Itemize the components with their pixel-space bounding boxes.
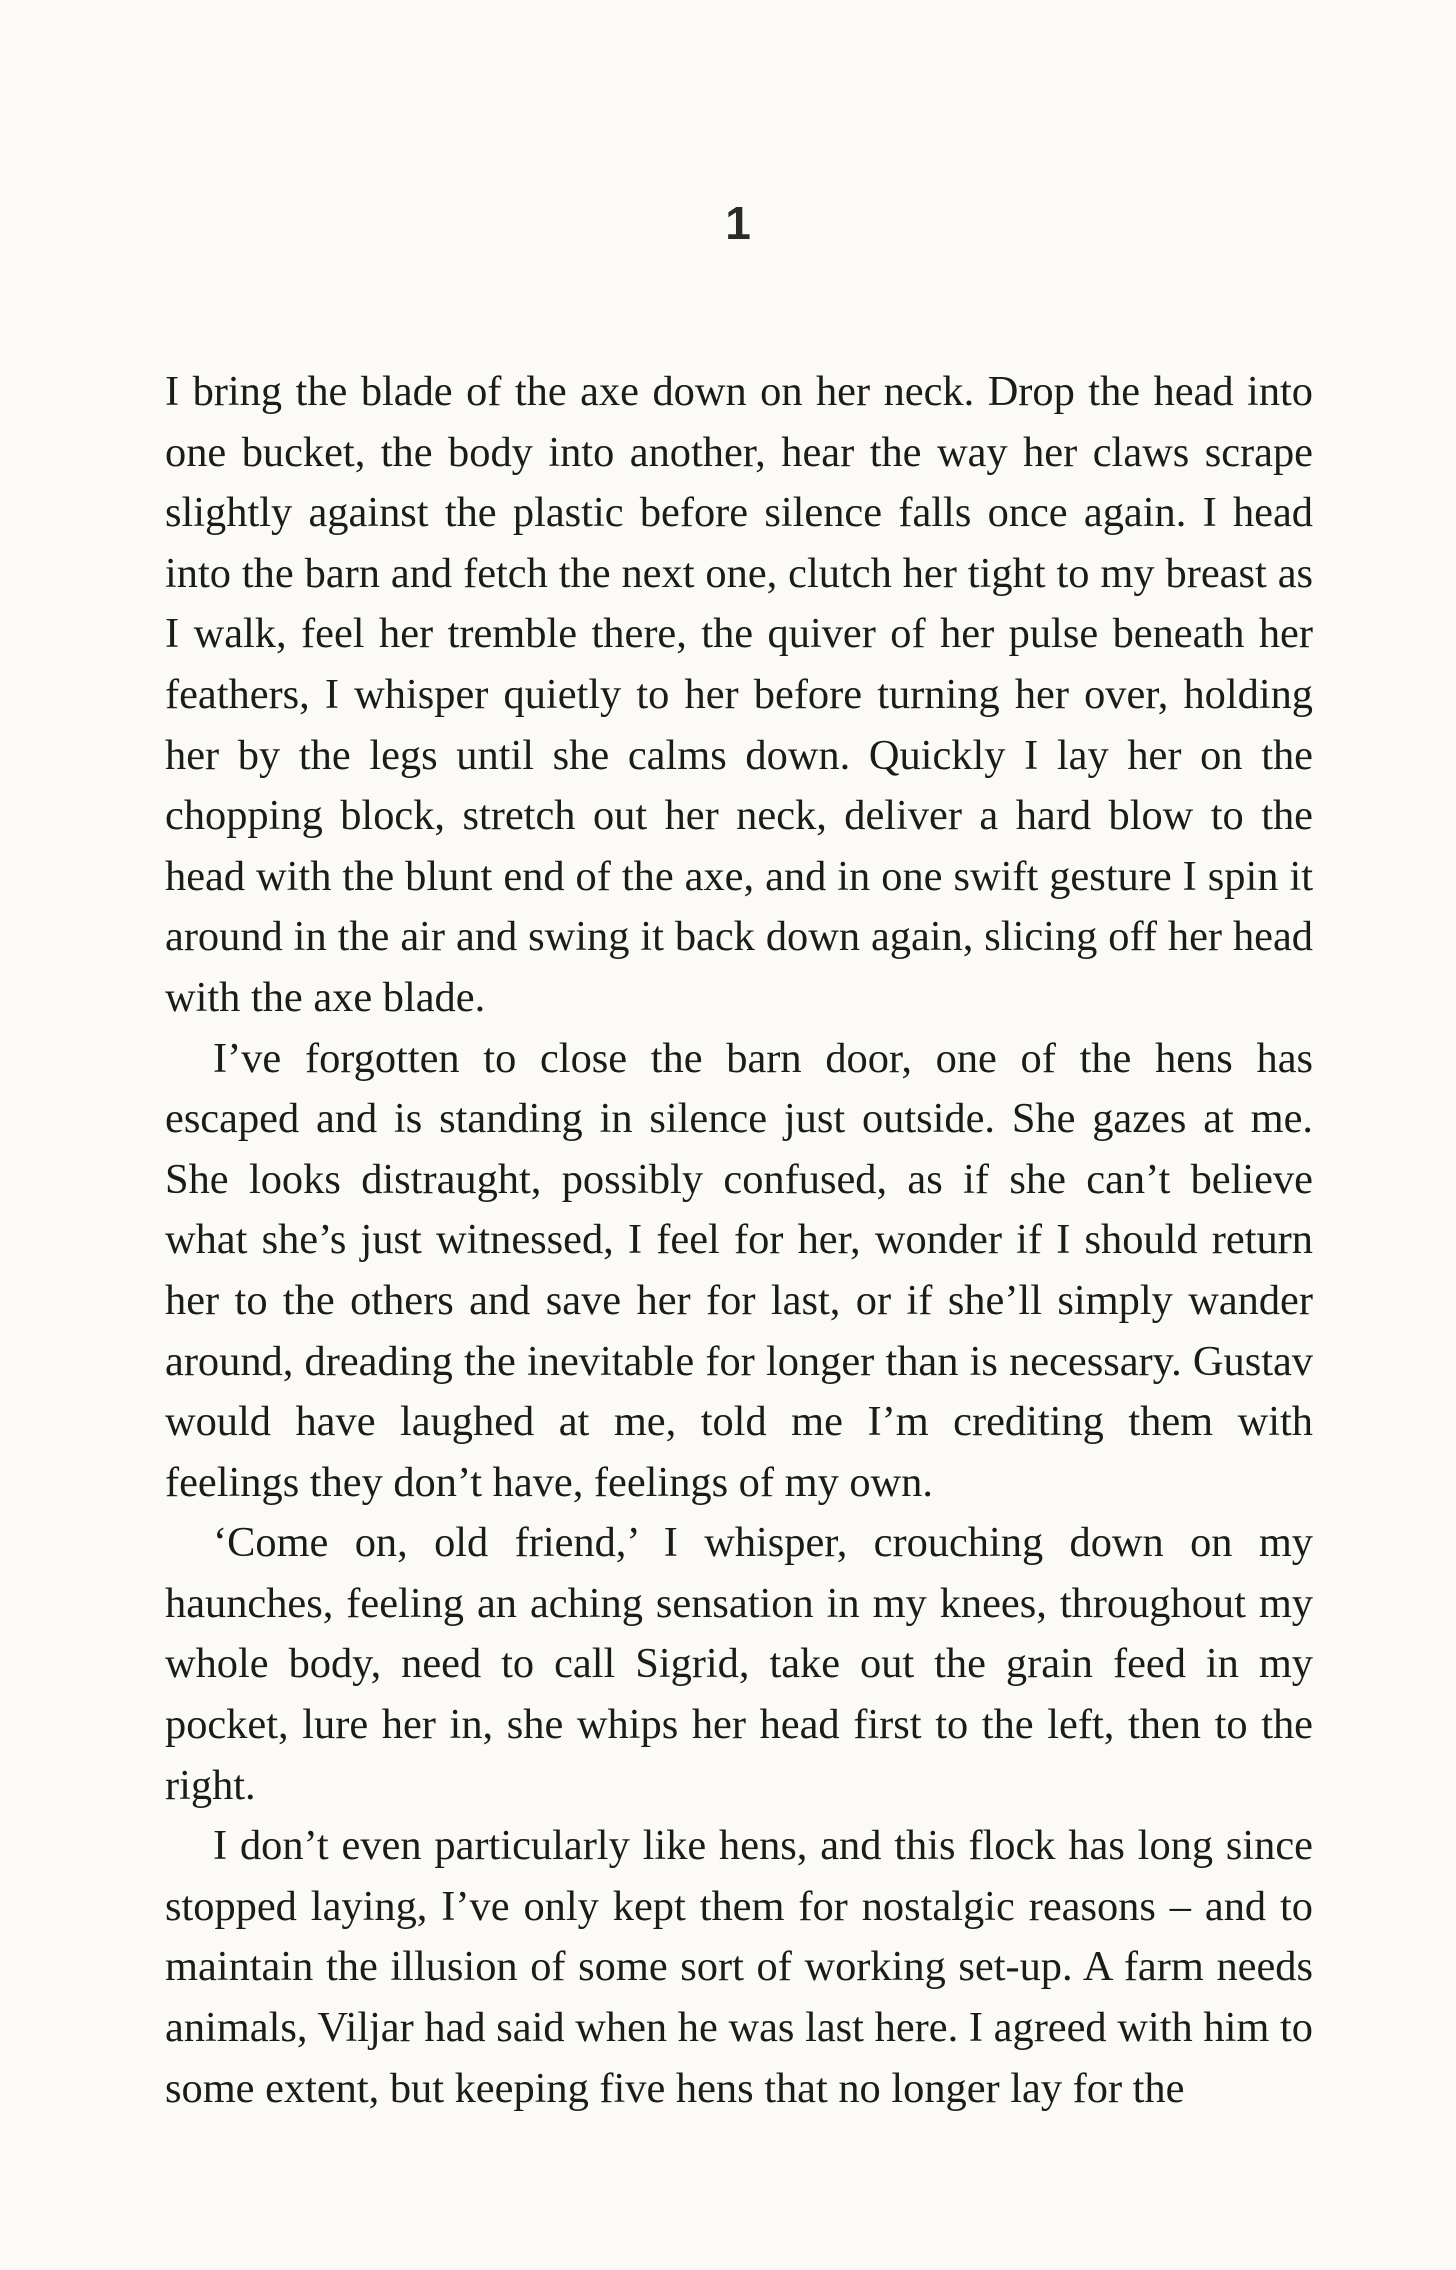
paragraph: I don’t even particularly like hens, and this flock has long since stopped laying, I’ve only kept them for nostalgic reasons – and to maintain the illusion of some sort of working set-up. A farm needs animals, Viljar had said when he was last here. I agreed with him to some extent, but keeping five hens that no longer lay for the <box>165 1822 1313 2112</box>
body-text <box>165 362 1313 2119</box>
chapter-number: 1 <box>725 197 751 249</box>
paragraph: I’ve forgotten to close the barn door, one of the hens has escaped and is standing in silence just outside. She gazes at me. She looks distraught, possibly confused, as if she can’t believe what she’s just witnessed, I feel for her, wonder if I should return her to the others and save her for last, or if she’ll simply wander around, dreading the inevitable for longer than is necessary. Gustav would have laughed at me, told me I’m crediting them with feelings they don’t have, feelings of my own. <box>165 1034 1313 1506</box>
paragraph: I bring the blade of the axe down on her neck. Drop the head into one bucket, the body into another, hear the way her claws scrape slightly against the plastic before silence falls once again. I head into the barn and fetch the next one, clutch her tight to my breast as I walk, feel her tremble there, the quiver of her pulse beneath her feathers, I whisper quietly to her before turning her over, holding her by the legs until she calms down. Quickly I lay her on the chopping block, stretch out her neck, deliver a hard blow to the head with the blunt end of the axe, and in one swift gesture I spin it around in the air and swing it back down again, slicing off her head with the axe blade. <box>165 368 1313 1021</box>
paragraph: ‘Come on, old friend,’ I whisper, crouching down on my haunches, feeling an aching sensation in my knees, throughout my whole body, need to call Sigrid, take out the grain feed in my pocket, lure her in, she whips her head first to the left, then to the right. <box>165 1519 1313 1809</box>
